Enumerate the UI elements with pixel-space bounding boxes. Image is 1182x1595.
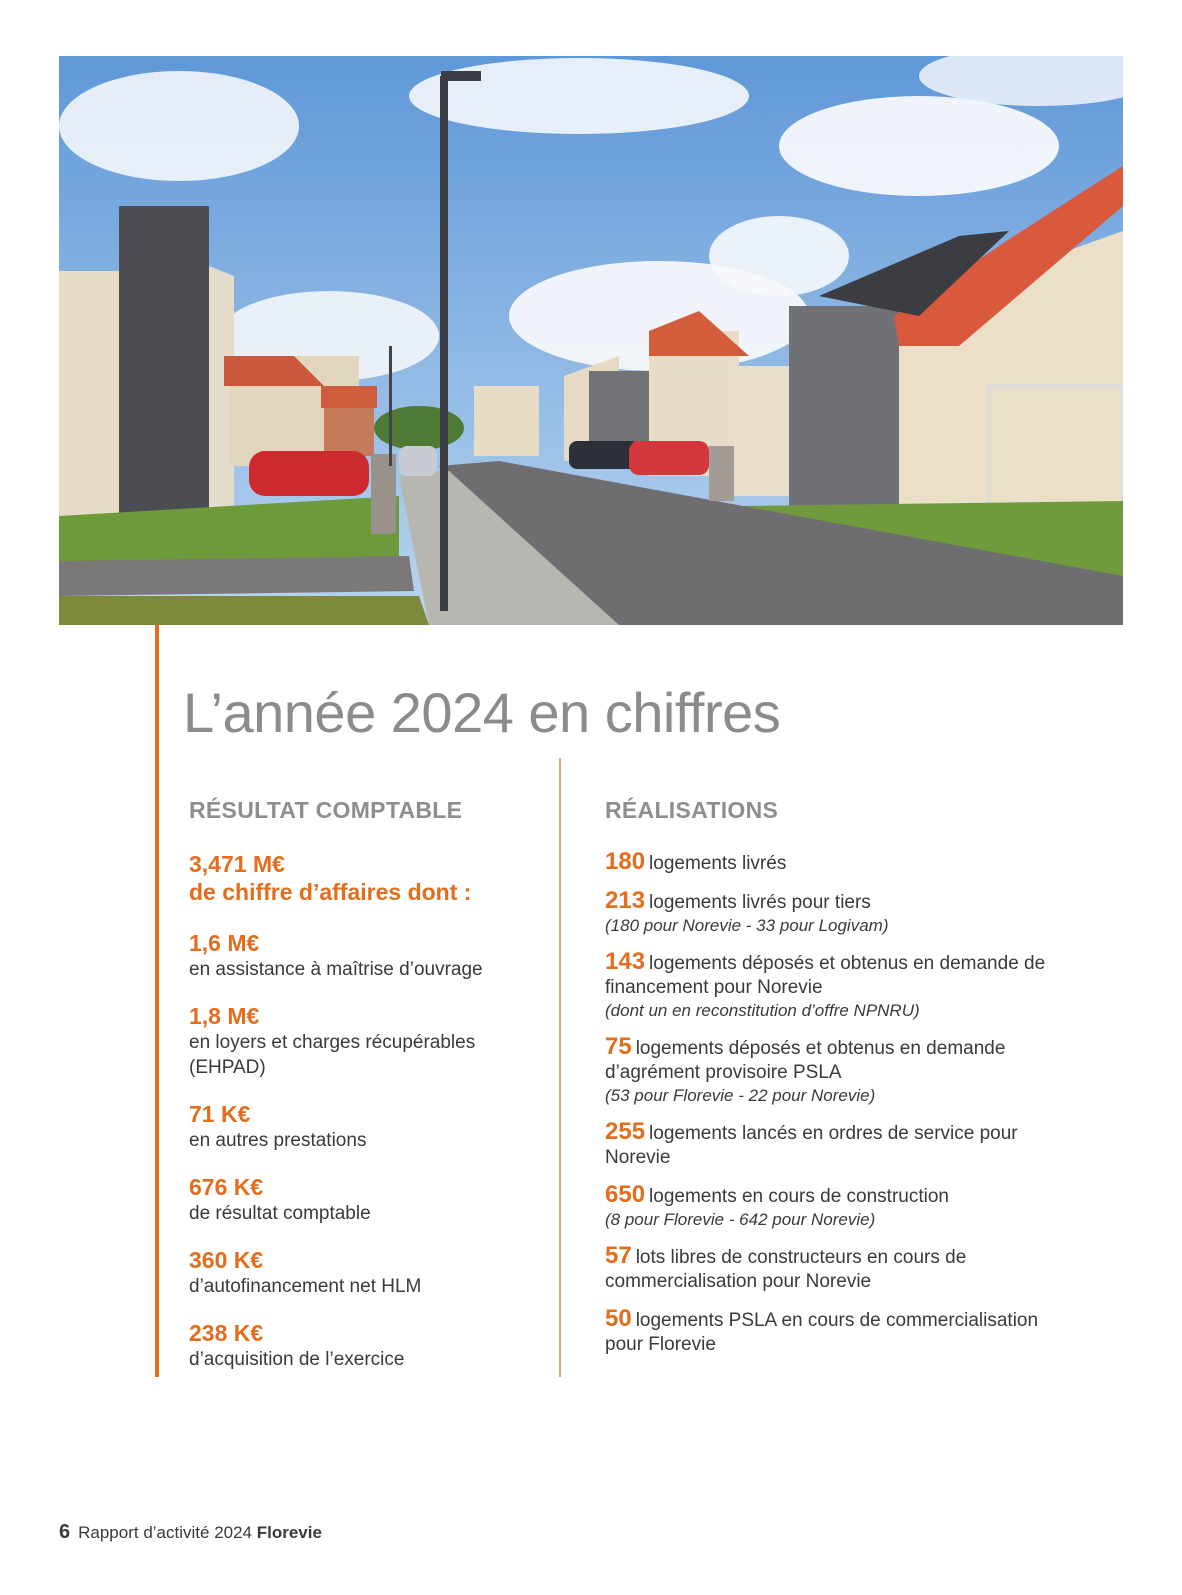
right-column-heading: RÉALISATIONS (605, 797, 779, 823)
stat-item (189, 1100, 549, 1153)
page-footer (59, 1521, 322, 1544)
revenue-lead (189, 850, 549, 906)
stat-description: en autres prestations (189, 1130, 367, 1151)
achievement-text: logements lancés en ordres de service pour Norevie (605, 1123, 1018, 1168)
stat-value: 238 K€ (189, 1320, 264, 1346)
achievement-item (605, 850, 1075, 876)
achievement-text: lots libres de constructeurs en cours de commercialisation pour Norevie (605, 1247, 967, 1292)
stat-item (189, 1173, 549, 1226)
stat-description: d’acquisition de l’exercice (189, 1349, 405, 1370)
hero-photo (59, 56, 1123, 625)
page-number: 6 (59, 1521, 71, 1543)
page-title: L’année 2024 en chiffres (183, 681, 781, 744)
achievement-number: 75 (605, 1033, 632, 1060)
stat-description: d’autofinancement net HLM (189, 1276, 422, 1297)
achievement-number: 650 (605, 1181, 646, 1208)
achievement-item (605, 950, 1075, 1022)
achievement-number: 50 (605, 1305, 632, 1332)
revenue-value: 3,471 M€ (189, 851, 285, 877)
achievement-text: logements déposés et obtenus en demande de financement pour Norevie (605, 953, 1046, 998)
stat-description: de résultat comptable (189, 1203, 371, 1224)
achievements-list (605, 850, 1075, 1370)
stat-value: 360 K€ (189, 1247, 264, 1273)
achievement-number: 180 (605, 848, 646, 875)
achievement-item (605, 889, 1075, 937)
achievement-number: 213 (605, 887, 646, 914)
stat-description: en assistance à maîtrise d’ouvrage (189, 959, 483, 980)
column-divider (559, 758, 561, 1377)
stat-value: 71 K€ (189, 1101, 251, 1127)
footer-text: Rapport d’activité 2024 (78, 1523, 253, 1542)
footer-brand: Florevie (256, 1523, 322, 1542)
stat-value: 1,6 M€ (189, 930, 260, 956)
left-column-heading: RÉSULTAT COMPTABLE (189, 797, 463, 823)
achievement-number: 143 (605, 948, 646, 975)
achievement-item (605, 1035, 1075, 1107)
stat-value: 1,8 M€ (189, 1003, 260, 1029)
stat-item (189, 1319, 549, 1372)
stat-item (189, 1002, 549, 1080)
achievement-item (605, 1120, 1075, 1170)
revenue-label: de chiffre d’affaires dont : (189, 879, 472, 905)
financial-results (189, 850, 549, 1392)
achievement-item (605, 1183, 1075, 1231)
achievement-text: logements livrés pour tiers (649, 892, 871, 913)
stat-item (189, 929, 549, 982)
achievement-number: 255 (605, 1118, 646, 1145)
stat-description: en loyers et charges récupérables (EHPAD) (189, 1032, 476, 1078)
achievement-note: (8 pour Florevie - 642 pour Norevie) (605, 1210, 876, 1229)
achievement-item (605, 1244, 1075, 1294)
achievement-note: (180 pour Norevie - 33 pour Logivam) (605, 916, 889, 935)
accent-bar (155, 625, 159, 1377)
achievement-text: logements en cours de construction (649, 1186, 949, 1207)
achievement-note: (53 pour Florevie - 22 pour Norevie) (605, 1086, 876, 1105)
achievement-text: logements déposés et obtenus en demande d’agrément provisoire PSLA (605, 1038, 1006, 1083)
stat-value: 676 K€ (189, 1174, 264, 1200)
achievement-number: 57 (605, 1242, 632, 1269)
achievement-text: logements PSLA en cours de commercialisation pour Florevie (605, 1310, 1039, 1355)
achievement-item (605, 1307, 1075, 1357)
stat-item (189, 1246, 549, 1299)
achievement-text: logements livrés (649, 853, 787, 874)
achievement-note: (dont un en reconstitution d’offre NPNRU) (605, 1001, 920, 1020)
